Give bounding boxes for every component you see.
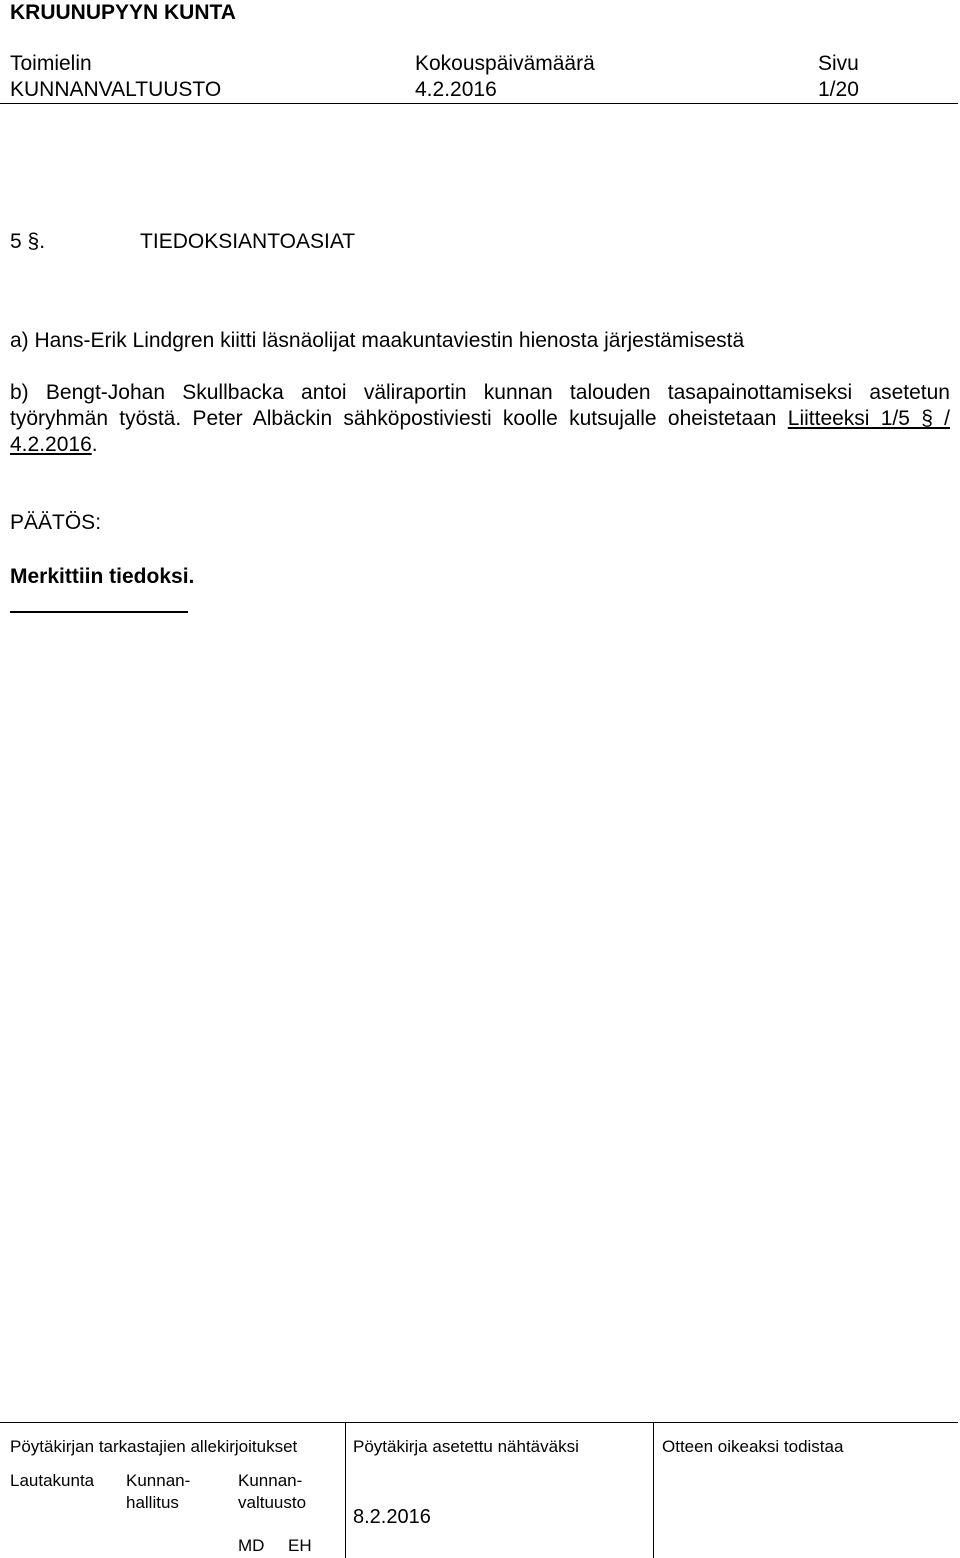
section-heading: [10, 229, 355, 255]
posted-date: 8.2.2016: [353, 1506, 431, 1528]
signer-board-label-line2: hallitus: [126, 1493, 179, 1512]
body-value: KUNNANVALTUUSTO: [10, 78, 222, 101]
decision-end-line: [10, 611, 188, 613]
signers-heading: Pöytäkirjan tarkastajien allekirjoitukset: [10, 1437, 298, 1456]
decision-heading: PÄÄTÖS:: [10, 511, 102, 534]
signer-board-label-line1: Kunnan-: [126, 1471, 191, 1490]
body-label: Toimielin: [10, 52, 92, 75]
meeting-date-value: 4.2.2016: [415, 78, 497, 101]
item-a: a) Hans-Erik Lindgren kiitti läsnäolijat maakuntaviestin hienosta järjestämisestä: [10, 329, 745, 352]
item-b-text: b) Bengt-Johan Skullbacka antoi väliraportin kunnan talouden tasapainottamiseksi asetetun työryhmän työstä. Peter Albäckin sähköpostiviesti koolle kutsujalle oheistetaan: [10, 381, 950, 430]
signer-initials-2: EH: [288, 1536, 312, 1555]
item-b: [10, 380, 950, 458]
certified-heading: Otteen oikeaksi todistaa: [662, 1437, 844, 1456]
attachment-link[interactable]: Liitteeksi 1/5 § / 4.2.2016: [10, 407, 950, 456]
posted-heading: Pöytäkirja asetettu nähtäväksi: [353, 1437, 579, 1456]
item-b-end: .: [91, 433, 98, 456]
signer-council-label-line2: valtuusto: [238, 1493, 307, 1512]
footer-column-divider-2: [653, 1422, 654, 1558]
section-number: 5 §.: [10, 230, 46, 253]
meeting-date-label: Kokouspäivämäärä: [415, 52, 595, 75]
page-number: 1/20: [818, 78, 859, 101]
organization-name: KRUUNUPYYN KUNTA: [10, 1, 236, 24]
section-title: TIEDOKSIANTOASIAT: [140, 230, 356, 253]
signer-committee-label: Lautakunta: [10, 1471, 95, 1490]
page-label: Sivu: [818, 52, 859, 75]
decision-text: Merkittiin tiedoksi.: [10, 565, 195, 588]
signer-council-label-line1: Kunnan-: [238, 1471, 303, 1490]
header-divider: [0, 103, 958, 104]
signer-initials-1: MD: [238, 1536, 265, 1555]
footer-column-divider-1: [345, 1422, 346, 1558]
footer-divider: [0, 1422, 958, 1423]
